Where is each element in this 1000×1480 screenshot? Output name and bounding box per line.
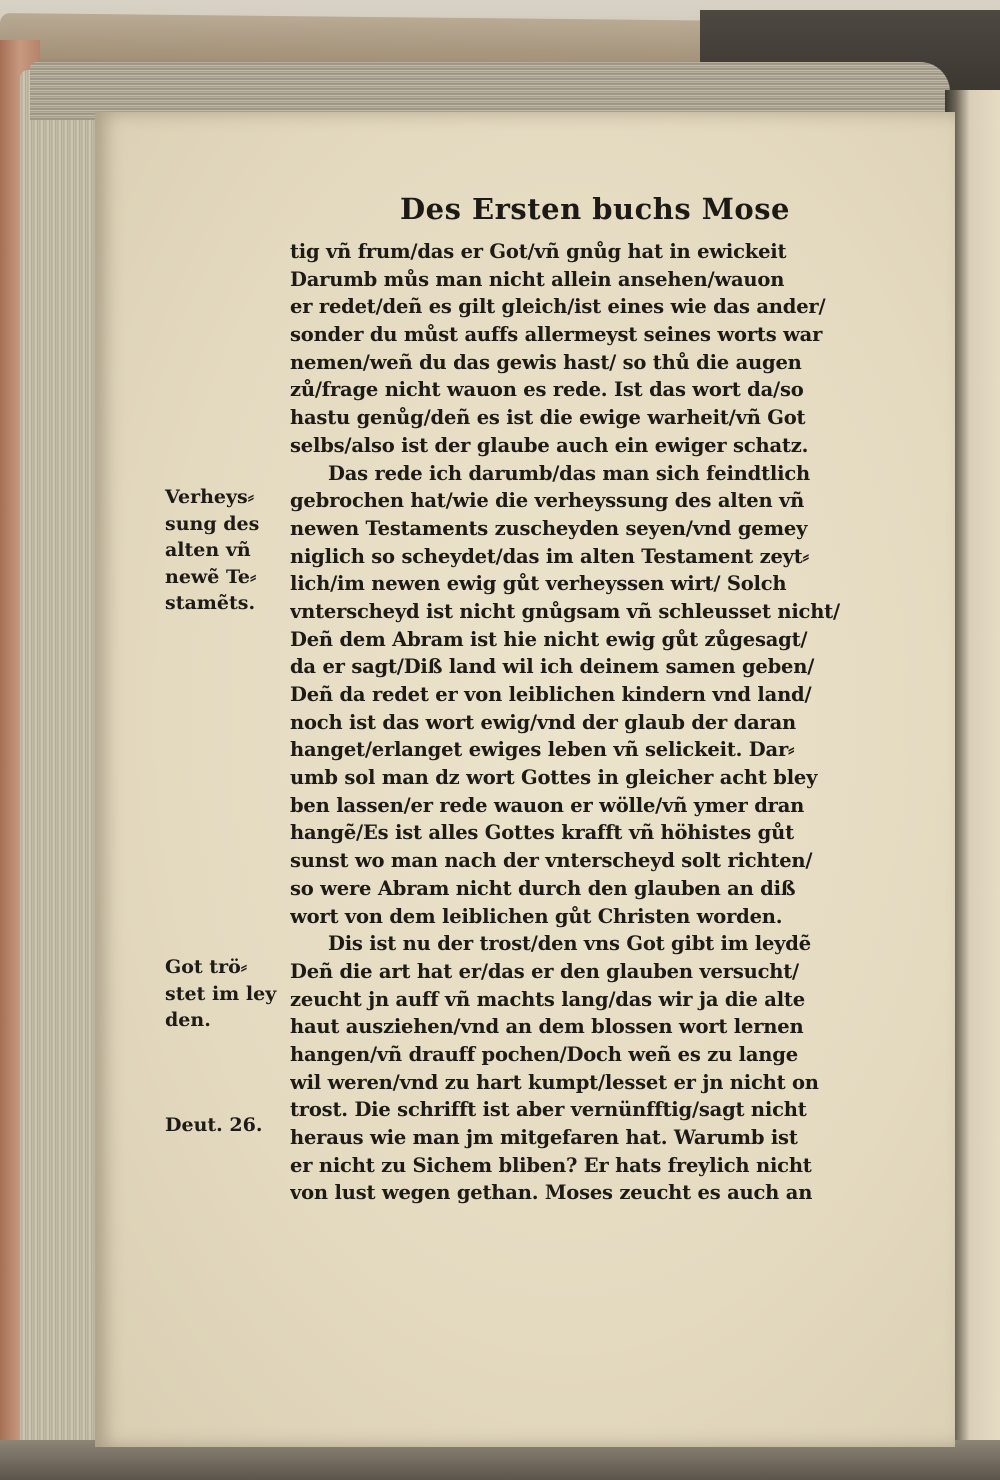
text-line: tig vñ frum/das er Got/vñ gnůg hat in ewickeit xyxy=(290,240,787,263)
body-text xyxy=(290,238,890,1207)
text-line: Deñ dem Abram ist hie nicht ewig gůt zůgesagt/ xyxy=(290,627,808,651)
text-line: vnterscheyd ist nicht gnůgsam vñ schleusset nicht/ xyxy=(290,599,840,623)
text-line: wil weren/vnd zu hart kumpt/lesset er jn nicht on xyxy=(290,1070,819,1094)
text-line: sunst wo man nach der vnterscheyd solt richten/ xyxy=(290,849,813,873)
text-line: Deñ die art hat er/das er den glauben versucht/ xyxy=(290,959,799,983)
margin-note-line: Got trö⸗ xyxy=(165,956,248,978)
text-line: trost. Die schrifft ist aber vernünfftig/sagt nicht xyxy=(290,1098,807,1122)
text-line: wort von dem leiblichen gůt Christen worden. xyxy=(290,904,783,928)
text-line: hangen/vñ drauff pochen/Doch weñ es zu lange xyxy=(290,1042,798,1066)
text-line: hangẽ/Es ist alles Gottes krafft vñ höhistes gůt xyxy=(290,821,794,845)
text-line: zů/frage nicht wauon es rede. Ist das wort da/so xyxy=(290,378,804,402)
text-line: Das rede ich darumb/das man sich feindtlich xyxy=(328,461,810,485)
margin-note-got-troestet xyxy=(165,954,290,1034)
margin-note-line: stet im ley xyxy=(165,982,277,1005)
text-line: er nicht zu Sichem bliben? Er hats freylich nicht xyxy=(290,1153,812,1177)
margin-note-line: Verheys⸗ xyxy=(165,486,255,508)
text-line: hastu genůg/deñ es ist die ewige warheit/vñ Got xyxy=(290,406,806,430)
margin-note-verheyssung xyxy=(165,484,290,617)
text-line: lich/im newen ewig gůt verheyssen wirt/ Solch xyxy=(290,572,787,596)
margin-note-line: sung des xyxy=(165,512,260,535)
text-line: Deñ da redet er von leiblichen kindern vnd land/ xyxy=(290,683,812,706)
text-line: da er sagt/Diß land wil ich deinem samen geben/ xyxy=(290,655,815,679)
margin-note-deut xyxy=(165,1112,290,1139)
text-line: gebrochen hat/wie die verheyssung des alten vñ xyxy=(290,489,805,513)
text-line: zeucht jn auff vñ machts lang/das wir ja die alte xyxy=(290,987,805,1011)
text-line: Dis ist nu der trost/den vns Got gibt im leydẽ xyxy=(328,932,811,956)
text-line: selbs/also ist der glaube auch ein ewiger schatz. xyxy=(290,433,809,457)
text-line: newen Testaments zuscheyden seyen/vnd gemey xyxy=(290,516,808,540)
margin-note-line: den. xyxy=(165,1009,211,1031)
text-line: er redet/deñ es gilt gleich/ist eines wie das ander/ xyxy=(290,295,826,319)
text-line: heraus wie man jm mitgefaren hat. Warumb ist xyxy=(290,1126,798,1149)
text-line: haut ausziehen/vnd an dem blossen wort lernen xyxy=(290,1015,804,1039)
text-line: hanget/erlanget ewiges leben vñ selickeit. Dar⸗ xyxy=(290,738,795,762)
text-line: umb sol man dz wort Gottes in gleicher acht bley xyxy=(290,766,818,790)
margin-note-line: alten vñ xyxy=(165,539,251,561)
text-line: Darumb můs man nicht allein ansehen/wauon xyxy=(290,267,785,291)
text-line: noch ist das wort ewig/vnd der glaub der daran xyxy=(290,710,797,734)
margin-note-line: newẽ Te⸗ xyxy=(165,565,257,588)
text-line: so were Abram nicht durch den glauben an diß xyxy=(290,876,796,900)
text-line: ben lassen/er rede wauon er wölle/vñ ymer dran xyxy=(290,793,805,817)
running-head: Des Ersten buchs Mose xyxy=(400,192,791,226)
text-line: von lust wegen gethan. Moses zeucht es auch an xyxy=(290,1181,813,1205)
text-line: niglich so scheydet/das im alten Testament zeyt⸗ xyxy=(290,544,809,568)
margin-note-line: stamẽts. xyxy=(165,592,256,614)
text-line: sonder du můst auffs allermeyst seines worts war xyxy=(290,323,823,347)
text-line: nemen/weñ du das gewis hast/ so thů die augen xyxy=(290,350,802,374)
margin-note-line: Deut. 26. xyxy=(165,1114,263,1136)
